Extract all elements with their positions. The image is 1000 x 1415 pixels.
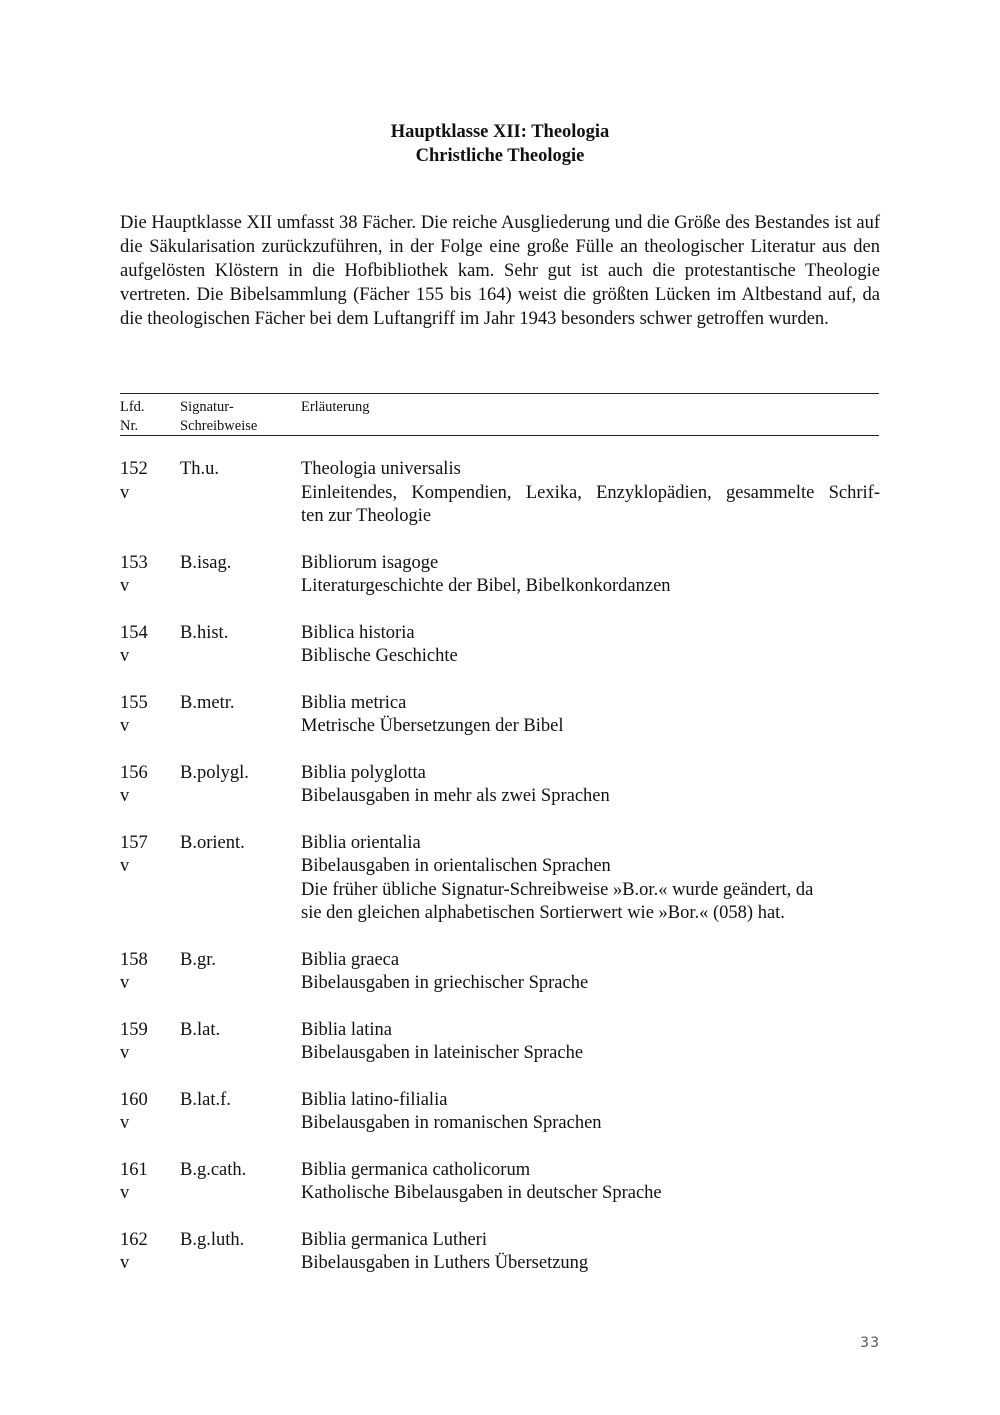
list-item bbox=[120, 622, 880, 669]
entry-latin-title: Biblia germanica catholicorum bbox=[301, 1159, 531, 1180]
entry-mark: v bbox=[120, 856, 130, 876]
list-item bbox=[120, 552, 880, 599]
entry-latin-title: Biblica historia bbox=[301, 622, 415, 643]
entry-list bbox=[120, 458, 880, 1299]
entry-signature: B.isag. bbox=[180, 552, 232, 573]
entry-number: 156 bbox=[120, 762, 148, 783]
header-signatur-line2: Schreibweise bbox=[180, 418, 258, 434]
header-signatur bbox=[180, 398, 257, 436]
entry-number: 162 bbox=[120, 1229, 148, 1250]
header-lfd-nr bbox=[120, 398, 145, 436]
entry-mark: v bbox=[120, 786, 130, 806]
entry-signature: B.lat. bbox=[180, 1019, 221, 1040]
entry-number: 154 bbox=[120, 622, 148, 643]
header-lfd-line1: Lfd. bbox=[120, 399, 145, 415]
entry-description bbox=[301, 762, 880, 809]
entry-latin-title: Biblia orientalia bbox=[301, 832, 421, 853]
list-item bbox=[120, 1089, 880, 1136]
entry-explanation-line: Bibelausgaben in lateinischer Sprache bbox=[301, 1043, 584, 1063]
page-number: 33 bbox=[860, 1335, 880, 1351]
entry-description bbox=[301, 692, 880, 739]
entry-mark: v bbox=[120, 973, 130, 993]
entry-mark: v bbox=[120, 1113, 130, 1133]
table-header-rule bbox=[120, 435, 879, 436]
entry-description bbox=[301, 949, 880, 996]
entry-latin-title: Bibliorum isagoge bbox=[301, 552, 439, 573]
entry-mark: v bbox=[120, 1183, 130, 1203]
entry-explanation-line: Bibelausgaben in griechischer Sprache bbox=[301, 973, 589, 993]
page-title bbox=[120, 120, 880, 168]
entry-latin-title: Theologia universalis bbox=[301, 459, 461, 479]
list-item bbox=[120, 1229, 880, 1276]
entry-description bbox=[301, 1089, 880, 1136]
entry-description bbox=[301, 1229, 880, 1276]
entry-latin-title: Biblia latina bbox=[301, 1019, 392, 1040]
entry-mark: v bbox=[120, 1253, 130, 1273]
entry-latin-title: Biblia germanica Lutheri bbox=[301, 1229, 487, 1250]
entry-signature: B.hist. bbox=[180, 622, 229, 643]
entry-explanation-line: Katholische Bibelausgaben in deutscher Sprache bbox=[301, 1183, 662, 1203]
entry-explanation-line: ten zur Theologie bbox=[301, 506, 432, 526]
entry-explanation-line: Bibelausgaben in orientalischen Sprachen bbox=[301, 856, 611, 876]
entry-number: 153 bbox=[120, 552, 148, 573]
entry-number: 158 bbox=[120, 949, 148, 970]
list-item bbox=[120, 1019, 880, 1066]
entry-signature: Th.u. bbox=[180, 459, 220, 479]
entry-explanation-line: Bibelausgaben in Luthers Übersetzung bbox=[301, 1253, 589, 1273]
entry-description bbox=[301, 832, 880, 926]
title-line-2: Christliche Theologie bbox=[415, 146, 585, 166]
table-top-rule bbox=[120, 393, 879, 394]
entry-latin-title: Biblia polyglotta bbox=[301, 762, 426, 783]
entry-explanation-line: Metrische Übersetzungen der Bibel bbox=[301, 716, 564, 736]
header-lfd-line2: Nr. bbox=[120, 418, 139, 434]
entry-mark: v bbox=[120, 482, 130, 503]
entry-mark: v bbox=[120, 576, 130, 596]
entry-explanation-line: sie den gleichen alphabetischen Sortierwert wie »Bor.« (058) hat. bbox=[301, 903, 785, 923]
entry-description bbox=[301, 458, 880, 529]
list-item bbox=[120, 949, 880, 996]
list-item bbox=[120, 762, 880, 809]
entry-description bbox=[301, 622, 880, 669]
entry-signature: B.g.cath. bbox=[180, 1159, 247, 1180]
entry-explanation-line: Biblische Geschichte bbox=[301, 646, 458, 666]
list-item bbox=[120, 832, 880, 926]
entry-number: 160 bbox=[120, 1089, 148, 1110]
entry-explanation-line: Literaturgeschichte der Bibel, Bibelkonkordanzen bbox=[301, 576, 671, 596]
entry-latin-title: Biblia latino-filialia bbox=[301, 1089, 448, 1110]
entry-description bbox=[301, 1159, 880, 1206]
entry-signature: B.lat.f. bbox=[180, 1089, 231, 1110]
entry-signature: B.orient. bbox=[180, 832, 245, 853]
entry-explanation-line: Bibelausgaben in mehr als zwei Sprachen bbox=[301, 786, 610, 806]
list-item bbox=[120, 1159, 880, 1206]
entry-mark: v bbox=[120, 716, 130, 736]
header-signatur-line1: Signatur- bbox=[180, 399, 234, 415]
entry-description bbox=[301, 1019, 880, 1066]
entry-number: 155 bbox=[120, 692, 148, 713]
entry-explanation-line: Einleitendes, Kompendien, Lexika, Enzyklopädien, gesammelte Schrif- bbox=[301, 482, 880, 503]
intro-paragraph: Die Hauptklasse XII umfasst 38 Fächer. Die reiche Ausgliederung und die Größe des Bestandes ist auf die Säkularisation zurückzuführen, in der Folge eine große Fülle an theologischer Literatur aus den aufgelösten Klöstern in die Hofbibliothek kam. Sehr gut ist auch die protestantische Theologie vertreten. Die Bibelsammlung (Fächer 155 bis 164) weist die größten Lücken im Altbestand auf, da die theologischen Fächer bei dem Luftangriff im Jahr 1943 besonders schwer getroffen wurden. bbox=[120, 213, 880, 329]
title-line-1: Hauptklasse XII: Theologia bbox=[390, 122, 610, 142]
entry-latin-title: Biblia graeca bbox=[301, 949, 400, 970]
header-erlaeuterung: Erläuterung bbox=[301, 399, 370, 415]
entry-explanation-line: Bibelausgaben in romanischen Sprachen bbox=[301, 1113, 602, 1133]
entry-signature: B.g.luth. bbox=[180, 1229, 245, 1250]
entry-latin-title: Biblia metrica bbox=[301, 692, 407, 713]
entry-explanation-line: Die früher übliche Signatur-Schreibweise »B.or.« wurde geändert, da bbox=[301, 879, 814, 900]
entry-number: 159 bbox=[120, 1019, 148, 1040]
entry-mark: v bbox=[120, 646, 130, 666]
list-item bbox=[120, 458, 880, 529]
entry-signature: B.gr. bbox=[180, 949, 216, 970]
entry-description bbox=[301, 552, 880, 599]
entry-number: 157 bbox=[120, 832, 148, 853]
list-item bbox=[120, 692, 880, 739]
entry-mark: v bbox=[120, 1043, 130, 1063]
entry-signature: B.metr. bbox=[180, 692, 235, 713]
entry-signature: B.polygl. bbox=[180, 762, 249, 783]
entry-number: 152 bbox=[120, 459, 148, 479]
entry-number: 161 bbox=[120, 1159, 148, 1180]
